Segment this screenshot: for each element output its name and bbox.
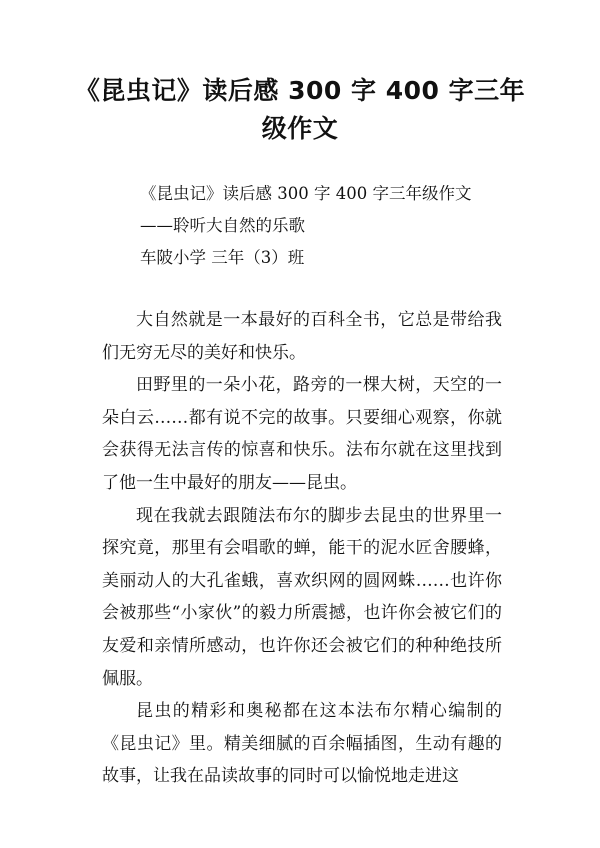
document-body [102,304,502,793]
document-header [140,178,471,274]
paragraph: 田野里的一朵小花，路旁的一棵大树，天空的一朵白云……都有说不完的故事。只要细心观察，你就会获得无法言传的惊喜和快乐。法布尔就在这里找到了他一生中最好的朋友——昆虫。 [102,375,502,493]
paragraph: 大自然就是一本最好的百科全书，它总是带给我们无穷无尽的美好和快乐。 [102,310,502,363]
subtitle-line: 《昆虫记》读后感 300 字 400 字三年级作文 [140,184,472,203]
document-title: 《昆虫记》读后感 300 字 400 字三年级作文 [74,76,526,143]
theme-line: ——聆听大自然的乐歌 [140,216,305,235]
author-line: 车陂小学 三年（3）班 [140,248,305,267]
paragraph: 昆虫的精彩和奥秘都在这本法布尔精心编制的《昆虫记》里。精美细腻的百余幅插图，生动有趣的故事，让我在品读故事的同时可以愉悦地走进这 [102,701,502,787]
paragraph: 现在我就去跟随法布尔的脚步去昆虫的世界里一探究竟，那里有会唱歌的蝉，能干的泥水匠舍腰蜂，美丽动人的大孔雀蛾，喜欢织网的圆网蛛……也许你会被那些“小家伙”的毅力所震撼，也许你会被它们的友爱和亲情所感动，也许你还会被它们的种种绝技所佩服。 [102,505,502,689]
